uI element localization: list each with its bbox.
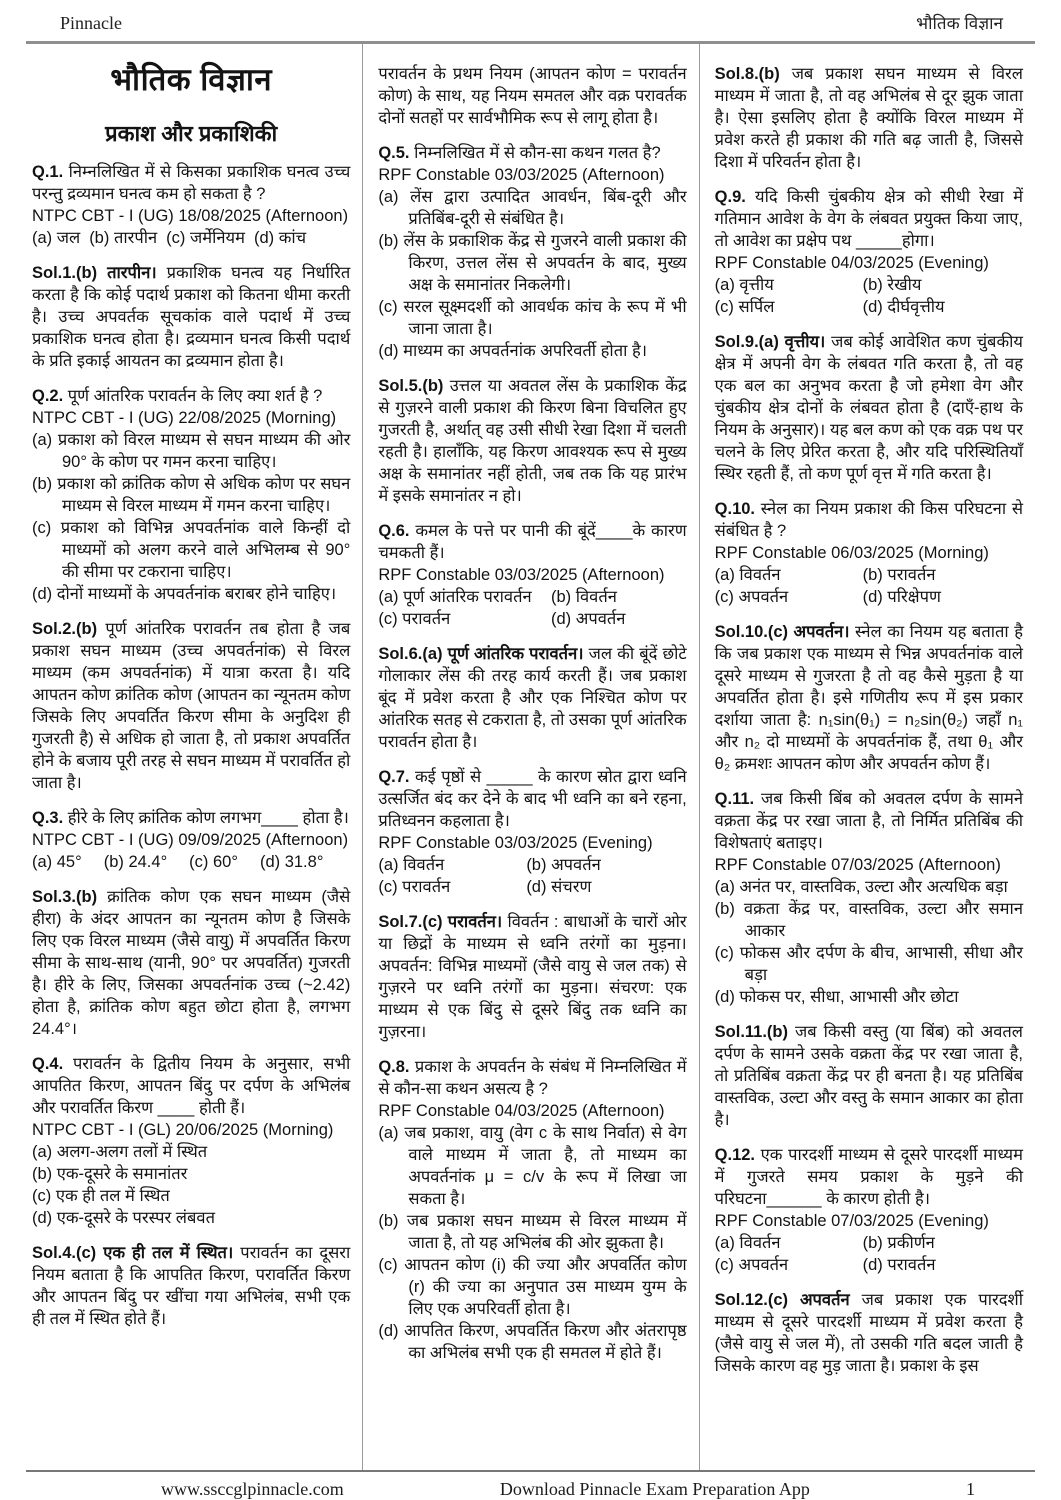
question-8-option: (b) जब प्रकाश सघन माध्यम से विरल माध्यम में जाता है, तो यह अभिलंब की ओर झुकता है। [378,1212,687,1252]
question-12-option: (a) विवर्तन [714,1234,781,1252]
solution-3-text: Sol.3.(b) क्रांतिक कोण एक सघन माध्यम (जैसे हीरा) के अंदर आपतन का न्यूनतम कोण है जिसके लिए एक विरल माध्यम (जैसे वायु) में अपवर्तित किरण सीमा के साथ-साथ (यानी, 90° पर अपवर्तित) गुजरती है। हीरे के लिए, जिसका अपवर्तनांक उच्च (~2.42) होता है, क्रांतिक कोण बहुत छोटा होता है, लगभग 24.4°। [32,888,351,1038]
question-10-options [715,564,1023,608]
question-2-option: (c) प्रकाश को विभिन्न अपवर्तनांक वाले किन्हीं दो माध्यमों को अलग करने वाले अभिलम्ब से 90° की सीमा पर टकराना चाहिए। [32,519,351,581]
question-1-options [32,227,350,249]
question-4-option: (d) एक-दूसरे के परस्पर लंबवत [32,1209,215,1227]
solution-7 [378,911,686,1043]
question-10-exam: RPF Constable 06/03/2025 (Morning) [714,544,989,562]
question-8-label: Q.8. [378,1058,415,1076]
question-7-label: Q.7. [378,768,415,786]
question-1-label: Q.1. [32,163,69,181]
page-footer [0,1472,1061,1500]
question-4-options [32,1141,350,1229]
solution-6-label: Sol.6.(a) [378,645,448,663]
question-3-options [32,851,350,873]
solution-1-answer: तारपीन। [107,264,167,282]
question-8-option: (c) आपतन कोण (i) की ज्या और अपवर्तित कोण (r) की ज्या का अनुपात उस माध्यम युग्म के लिए एक अपरिवर्ती होता है। [378,1256,687,1318]
question-11-label: Q.11. [714,790,762,808]
solution-12 [715,1289,1023,1377]
question-6-text: Q.6. कमल के पत्ते पर पानी की बूंदें____के कारण चमकती हैं। [378,522,687,562]
solution-2-text: Sol.2.(b) पूर्ण आंतरिक परावर्तन तब होता है जब प्रकाश सघन माध्यम (उच्च अपवर्तनांक) से विरल माध्यम (कम अपवर्तनांक) में यात्रा करता है। यदि आपतन कोण क्रांतिक कोण (आपतन का न्यूनतम कोण जिसके लिए अपवर्तित किरण सीमा के अनुदिश ही गुजरती है) से अधिक हो जाता है, तो प्रकाश अपवर्तित होने के बजाय पूरी तरह से सघन माध्यम में परावर्तित हो जाता है। [32,620,351,792]
question-1-option: (c) जर्मेनियम [166,229,245,247]
question-10-option: (b) परावर्तन [862,566,936,584]
page-number: 1 [966,1479,975,1499]
solution-11 [715,1021,1023,1131]
solution-5-text: Sol.5.(b) उत्तल या अवतल लेंस के प्रकाशिक केंद्र से गुज़रने वाली प्रकाश की किरण बिना विचलित हुए गुजरती है, अर्थात् वह उसी सीधी रेखा दिशा में चलती रहती है। हालाँकि, यह किरण आवश्यक रूप से मुख्य अक्ष के समानांतर नहीं होती, जब तक कि यह प्रारंभ में इसके समानांतर न हो। [378,377,687,505]
question-5-options [378,186,686,362]
question-2 [32,385,350,605]
question-3-option: (a) 45° [32,853,82,871]
question-11-option: (a) अनंत पर, वास्तविक, उल्टा और अत्यधिक बड़ा [714,878,1008,896]
question-11-option: (c) फोकस और दर्पण के बीच, आभासी, सीधा और बड़ा [714,944,1023,984]
question-10 [715,498,1023,608]
solution-1-text: Sol.1.(b) तारपीन। प्रकाशिक घनत्व यह निर्धारित करता है कि कोई पदार्थ प्रकाश को कितना धीमा करती है। उच्च अपवर्तक सूचकांक वाले पदार्थ में उच्च प्रकाशिक घनत्व होता है। द्रव्यमान घनत्व किसी पदार्थ के प्रति इकाई आयतन का द्रव्यमान होता है। [32,264,351,370]
question-12-option: (b) प्रकीर्णन [862,1234,935,1252]
solution-9 [715,331,1023,485]
question-2-exam: NTPC CBT - I (UG) 22/08/2025 (Morning) [32,409,337,427]
question-4-option: (c) एक ही तल में स्थित [32,1187,170,1205]
question-2-text: Q.2. पूर्ण आंतरिक परावर्तन के लिए क्या शर्त है ? [32,387,323,405]
question-3-exam: NTPC CBT - I (UG) 09/09/2025 (Afternoon) [32,831,349,849]
question-8-option: (a) जब प्रकाश, वायु (वेग c के साथ निर्वात) से वेग वाले माध्यम में जाता है, तो माध्यम का अपवर्तनांक μ = c/v के रूप में लिखा जा सकता है। [378,1124,687,1208]
question-11-text: Q.11. जब किसी बिंब को अवतल दर्पण के सामने वक्रता केंद्र पर रखा जाता है, तो निर्मित प्रतिबिंब की विशेषताएं बताइए। [714,790,1023,852]
question-1-option: (d) कांच [253,229,307,247]
question-5-option: (d) माध्यम का अपवर्तनांक अपरिवर्ती होता है। [378,342,647,360]
question-5-option: (a) लेंस द्वारा उत्पादित आवर्धन, बिंब-दूरी और प्रतिबिंब-दूरी से संबंधित है। [378,188,687,228]
question-5 [378,142,686,362]
question-6-label: Q.6. [378,522,416,540]
question-8-options [378,1122,686,1364]
solution-9-label: Sol.9.(a) [714,333,785,351]
question-7-option: (a) विवर्तन [378,856,445,874]
column-1 [26,44,362,1470]
question-9-options [715,274,1023,318]
question-9-option: (a) वृत्तीय [714,276,774,294]
question-4-option: (b) एक-दूसरे के समानांतर [32,1165,188,1183]
solution-12-answer: अपवर्तन [799,1291,862,1309]
question-6-option: (a) पूर्ण आंतरिक परावर्तन [378,588,532,606]
solution-8-text: Sol.8.(b) जब प्रकाश सघन माध्यम से विरल माध्यम में जाता है, तो वह अभिलंब से दूर झुक जाता है। ऐसा इसलिए होता है क्योंकि विरल माध्यम में प्रवेश करते ही प्रकाश की गति बढ़ जाती है, जिससे दिशा में परिवर्तन होता है। [714,65,1023,171]
header-subject: भौतिक विज्ञान [916,14,1003,33]
question-1-exam: NTPC CBT - I (UG) 18/08/2025 (Afternoon) [32,207,349,225]
question-2-option: (b) प्रकाश को क्रांतिक कोण से अधिक कोण पर सघन माध्यम से विरल माध्यम में गमन करना चाहिए। [32,475,351,515]
column-2 [362,44,698,1470]
question-3-label: Q.3. [32,809,68,827]
question-3-option: (c) 60° [189,853,238,871]
solution-3-label: Sol.3.(b) [32,888,108,906]
question-11-exam: RPF Constable 07/03/2025 (Afternoon) [714,856,1001,874]
question-9-label: Q.9. [714,188,756,206]
question-6-exam: RPF Constable 03/03/2025 (Afternoon) [378,566,665,584]
solution-8 [715,63,1023,173]
question-9-exam: RPF Constable 04/03/2025 (Evening) [714,254,989,272]
question-7 [378,766,686,898]
question-2-options [32,429,350,605]
question-7-option: (c) परावर्तन [378,878,451,896]
question-1-option: (a) जल [32,229,81,247]
solution-8-label: Sol.8.(b) [714,65,792,83]
question-7-option: (d) संचरण [526,878,592,896]
question-3 [32,807,350,873]
question-11 [715,788,1023,1008]
solution-4-text: Sol.4.(c) एक ही तल में स्थित। परावर्तन का दूसरा नियम बताता है कि आपतित किरण, परावर्तित किरण और आपतन बिंदु पर खींचा गया अभिलंब, सभी एक ही तल में स्थित होते हैं। [32,1244,351,1328]
footer-website: www.ssccglpinnacle.com [161,1479,344,1499]
question-7-exam: RPF Constable 03/03/2025 (Evening) [378,834,653,852]
question-12-label: Q.12. [714,1146,761,1164]
question-7-option: (b) अपवर्तन [526,856,601,874]
solution-10-answer: अपवर्तन। [793,623,856,641]
solution-10-text: Sol.10.(c) अपवर्तन। स्नेल का नियम यह बताता है कि जब प्रकाश एक माध्यम से भिन्न अपवर्तनांक वाले दूसरे माध्यम से गुजरता है तो वह कैसे मुड़ता है या अपवर्तित होता है। इसे गणितीय रूप में इस प्रकार दर्शाया जाता है: n₁sin(θ₁) = n₂sin(θ₂) जहाँ n₁ और n₂ दो माध्यमों के अपवर्तनांक हैं, तथा θ₁ और θ₂ क्रमशः आपतन कोण और अपवर्तन कोण हैं। [714,623,1023,773]
solution-5 [378,375,686,507]
question-4-option: (a) अलग-अलग तलों में स्थित [32,1143,208,1161]
solution-7-label: Sol.7.(c) [378,913,448,931]
question-8-option: (d) आपतित किरण, अपवर्तित किरण और अंतरापृष्ठ का अभिलंब सभी एक ही समतल में होते हैं। [378,1322,687,1362]
question-1-text: Q.1. निम्नलिखित में से किसका प्रकाशिक घनत्व उच्च परन्तु द्रव्यमान घनत्व कम हो सकता है ? [32,163,351,203]
question-8-text: Q.8. प्रकाश के अपवर्तन के संबंध में निम्नलिखित में से कौन-सा कथन असत्य है ? [378,1058,687,1098]
solution-4-continued [378,63,686,129]
question-12-options [715,1232,1023,1276]
question-7-options [378,854,686,898]
question-7-text: Q.7. कई पृष्ठों से _____ के कारण स्रोत द्वारा ध्वनि उत्सर्जित बंद कर देने के बाद भी ध्वनि का बने रहना, प्रतिध्वनन कहलाता है। [378,768,687,830]
question-1-option: (b) तारपीन [89,229,158,247]
question-8-exam: RPF Constable 04/03/2025 (Afternoon) [378,1102,665,1120]
question-10-option: (a) विवर्तन [714,566,781,584]
question-4-exam: NTPC CBT - I (GL) 20/06/2025 (Morning) [32,1121,334,1139]
question-4-label: Q.4. [32,1055,73,1073]
question-2-label: Q.2. [32,387,68,405]
question-12-option: (d) परावर्तन [862,1256,936,1274]
content-columns [0,44,1061,1470]
solution-6 [378,643,686,753]
question-11-option: (d) फोकस पर, सीधा, आभासी और छोटा [714,988,959,1006]
brand-text: Pinnacle [60,13,122,33]
question-10-label: Q.10. [714,500,761,518]
solution-12-label: Sol.12.(c) [714,1291,800,1309]
solution-4-label: Sol.4.(c) [32,1244,104,1262]
solution-4-continued-text: परावर्तन के प्रथम नियम (आपतन कोण = परावर्तन कोण) के साथ, यह नियम समतल और वक्र परावर्तक दोनों सतहों पर सार्वभौमिक रूप से लागू होता है। [378,65,687,127]
question-5-option: (b) लेंस के प्रकाशिक केंद्र से गुजरने वाली प्रकाश की किरण, उत्तल लेंस से अपवर्तन के बाद, मुख्य अक्ष के समानांतर निकलेगी। [378,232,687,294]
question-6-option: (b) विवर्तन [550,588,617,606]
question-2-option: (a) प्रकाश को विरल माध्यम से सघन माध्यम की ओर 90° के कोण पर गमन करना चाहिए। [32,431,351,471]
question-5-label: Q.5. [378,144,415,162]
question-3-option: (d) 31.8° [259,853,324,871]
question-4 [32,1053,350,1229]
solution-3 [32,886,350,1040]
solution-7-text: Sol.7.(c) परावर्तन। विवर्तन : बाधाओं के चारों ओर या छिद्रों के माध्यम से ध्वनि तरंगों का मुड़ना। अपवर्तन: विभिन्न माध्यमों (जैसे वायु से जल तक) से गुज़रने पर ध्वनि तरंगों का मुड़ना। संचरण: एक माध्यम से एक बिंदु से दूसरे बिंदु तक ध्वनि का गुज़रना। [378,913,687,1041]
question-10-text: Q.10. स्नेल का नियम प्रकाश की किस परिघटना से संबंधित है ? [714,500,1023,540]
solution-2-label: Sol.2.(b) [32,620,106,638]
question-12-text: Q.12. एक पारदर्शी माध्यम से दूसरे पारदर्शी माध्यम में गुजरते समय प्रकाश के मुड़ने की परिघटना______ के कारण होती है। [714,1146,1023,1208]
question-9-text: Q.9. यदि किसी चुंबकीय क्षेत्र को सीधी रेखा में गतिमान आवेश के वेग के लंबवत प्रयुक्त किया जाए, तो आवेश का प्रक्षेप पथ _____होगा। [714,188,1023,250]
footer-app-text: Download Pinnacle Exam Preparation App [499,1479,810,1499]
column-3 [699,44,1035,1470]
question-3-text: Q.3. हीरे के लिए क्रांतिक कोण लगभग____ होता है। [32,809,349,827]
solution-11-text: Sol.11.(b) जब किसी वस्तु (या बिंब) को अवतल दर्पण के सामने उसके वक्रता केंद्र पर रखा जाता है, तो प्रतिबिंब वक्रता केंद्र पर ही बनता है। यह प्रतिबिंब वास्तविक, उल्टा और वस्तु के समान आकार का होता है। [714,1023,1023,1129]
page-header [0,0,1061,41]
question-9-option: (d) दीर्घवृत्तीय [862,298,945,316]
question-11-option: (b) वक्रता केंद्र पर, वास्तविक, उल्टा और समान आकार [714,900,1023,940]
question-6-option: (d) अपवर्तन [550,610,626,628]
question-12-exam: RPF Constable 07/03/2025 (Evening) [714,1212,989,1230]
question-6 [378,520,686,630]
solution-12-text: Sol.12.(c) अपवर्तन जब प्रकाश एक पारदर्शी माध्यम से दूसरे पारदर्शी माध्यम में प्रवेश करता है (जैसे वायु से जल में), तो उसकी गति बदल जाती है जिसके कारण वह मुड़ जाता है। प्रकाश के इस [714,1291,1023,1375]
question-9-option: (b) रेखीय [862,276,922,294]
question-1 [32,161,350,249]
solution-1 [32,262,350,372]
solution-11-label: Sol.11.(b) [714,1023,795,1041]
solution-2 [32,618,350,794]
question-4-text: Q.4. परावर्तन के द्वितीय नियम के अनुसार, सभी आपतित किरण, आपतन बिंदु पर दर्पण के अभिलंब और परावर्तित किरण ____ होती हैं। [32,1055,351,1117]
question-11-options [715,876,1023,1008]
solution-9-text: Sol.9.(a) वृत्तीय। जब कोई आवेशित कण चुंबकीय क्षेत्र में अपनी वेग के लंबवत गति करता है, तो वह एक बल का अनुभव करता है जो हमेशा वेग और चुंबकीय क्षेत्र दोनों के लंबवत होता है (दाएँ-हाथ के नियम के अनुसार)। यह बल कण को एक वक्र पथ पर चलने के लिए प्रेरित करता है, और यदि परिस्थितियाँ स्थिर रहती हैं, तो कण पूर्ण वृत्त में गति करता है। [714,333,1023,483]
question-5-text: Q.5. निम्नलिखित में से कौन-सा कथन गलत है? [378,144,661,162]
solution-10 [715,621,1023,775]
question-2-option: (d) दोनों माध्यमों के अपवर्तनांक बराबर होने चाहिए। [32,585,337,603]
solution-4 [32,1242,350,1330]
question-8 [378,1056,686,1364]
solution-4-answer: एक ही तल में स्थित। [103,1244,241,1262]
solution-7-answer: परावर्तन। [447,913,508,931]
question-10-option: (c) अपवर्तन [714,588,789,606]
solution-6-answer: पूर्ण आंतरिक परावर्तन। [447,645,589,663]
solution-9-answer: वृत्तीय। [784,333,832,351]
question-9-option: (c) सर्पिल [714,298,775,316]
page-subtitle: प्रकाश और प्रकाशिकी [105,121,278,146]
question-12 [715,1144,1023,1276]
question-6-options [378,586,686,630]
page-title: भौतिक विज्ञान [110,62,273,97]
question-3-option: (b) 24.4° [103,853,168,871]
solution-5-label: Sol.5.(b) [378,377,450,395]
question-12-option: (c) अपवर्तन [714,1256,789,1274]
question-6-option: (c) परावर्तन [378,610,451,628]
question-5-exam: RPF Constable 03/03/2025 (Afternoon) [378,166,665,184]
question-5-option: (c) सरल सूक्ष्मदर्शी को आवर्धक कांच के रूप में भी जाना जाता है। [378,298,687,338]
question-10-option: (d) परिक्षेपण [862,588,941,606]
solution-10-label: Sol.10.(c) [714,623,794,641]
solution-6-text: Sol.6.(a) पूर्ण आंतरिक परावर्तन। जल की बूंदें छोटे गोलाकार लेंस की तरह कार्य करती हैं। जब प्रकाश बूंद में प्रवेश करता है और एक निश्चित कोण पर आंतरिक सतह से टकराता है, तो उसका पूर्ण आंतरिक परावर्तन होता है। [378,645,687,751]
solution-1-label: Sol.1.(b) [32,264,108,282]
question-9 [715,186,1023,318]
